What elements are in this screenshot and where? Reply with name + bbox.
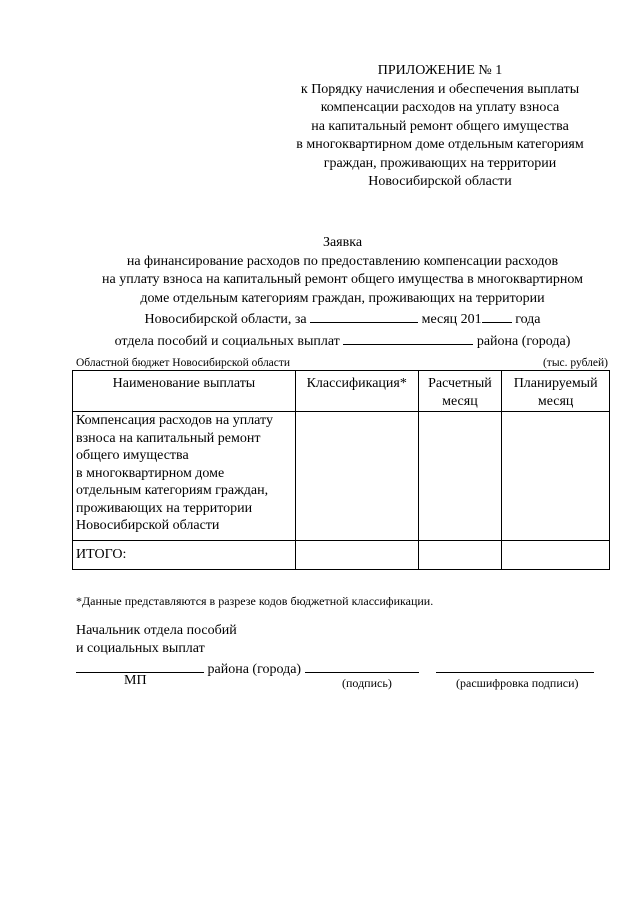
district-label: района (города) [207, 662, 302, 677]
budget-units: (тыс. рублей) [542, 357, 608, 369]
request-title: Заявка [322, 235, 363, 250]
request-department-line [60, 330, 625, 352]
appendix-line: на капитальный ремонт общего имущества [311, 118, 569, 134]
payment-name-cell [73, 412, 296, 541]
signature-position-line1: Начальник отдела пособий [76, 623, 237, 638]
signature-block [76, 622, 594, 679]
signature-blank[interactable] [305, 658, 419, 673]
district-blank[interactable] [343, 330, 473, 345]
department-prefix: отдела пособий и социальных выплат [114, 333, 340, 349]
header-classification: Классификация* [295, 371, 418, 412]
payment-name-line: общего имущества [76, 448, 189, 463]
period-month: месяц 201 [421, 312, 482, 327]
department-suffix: района (города) [476, 333, 571, 349]
signature-decode-caption: (расшифровка подписи) [456, 676, 579, 690]
total-label: ИТОГО: [73, 541, 296, 570]
year-blank[interactable] [482, 308, 512, 323]
total-planned-month-cell[interactable] [502, 541, 610, 570]
signature-decode-blank[interactable] [436, 658, 594, 673]
signature-position-line2: и социальных выплат [76, 641, 205, 656]
total-calc-month-cell[interactable] [418, 541, 502, 570]
district-name-blank[interactable] [76, 658, 204, 673]
classification-cell[interactable] [295, 412, 418, 541]
request-period-line [60, 308, 625, 330]
month-blank[interactable] [310, 308, 418, 323]
request-heading [60, 234, 625, 351]
calc-month-cell[interactable] [418, 412, 502, 541]
stamp-label: МП [124, 673, 147, 688]
payment-name-line: проживающих на территории [76, 500, 253, 516]
appendix-title: ПРИЛОЖЕНИЕ № 1 [377, 63, 503, 78]
appendix-header [255, 62, 625, 192]
header-calc-month: Расчетный месяц [418, 371, 502, 412]
planned-month-cell[interactable] [502, 412, 610, 541]
total-classification-cell[interactable] [295, 541, 418, 570]
table-row [73, 412, 610, 541]
request-line: на уплату взноса на капитальный ремонт общего имущества в многоквартирном [102, 272, 583, 287]
request-line: доме отдельным категориям граждан, проживающих на территории [140, 290, 545, 306]
payment-name-line: Компенсация расходов на уплату [76, 413, 273, 428]
period-suffix: года [515, 312, 541, 327]
period-prefix: Новосибирской области, за [144, 312, 307, 327]
budget-label: Областной бюджет Новосибирской области [76, 357, 291, 369]
footnote: *Данные представляются в разрезе кодов бюджетной классификации. [76, 594, 434, 608]
payment-name-line: в многоквартирном доме [76, 465, 225, 481]
appendix-line: граждан, проживающих на территории [323, 155, 557, 171]
header-planned-month: Планируемый месяц [502, 371, 610, 412]
table-header-row [73, 371, 610, 412]
appendix-line: в многоквартирном доме отдельным категориям [296, 137, 584, 152]
total-row [73, 541, 610, 570]
request-table [72, 370, 610, 570]
signature-caption: (подпись) [342, 676, 392, 690]
payment-name-line: отдельным категориям граждан, [76, 483, 269, 498]
appendix-line: к Порядку начисления и обеспечения выплаты [300, 81, 580, 97]
payment-name-line: Новосибирской области [76, 518, 220, 533]
appendix-line: компенсации расходов на уплату взноса [320, 100, 560, 115]
header-payment-name: Наименование выплаты [73, 371, 296, 412]
appendix-line: Новосибирской области [368, 174, 512, 189]
request-line: на финансирование расходов по предоставлению компенсации расходов [126, 253, 559, 269]
payment-name-line: взноса на капитальный ремонт [76, 430, 261, 446]
